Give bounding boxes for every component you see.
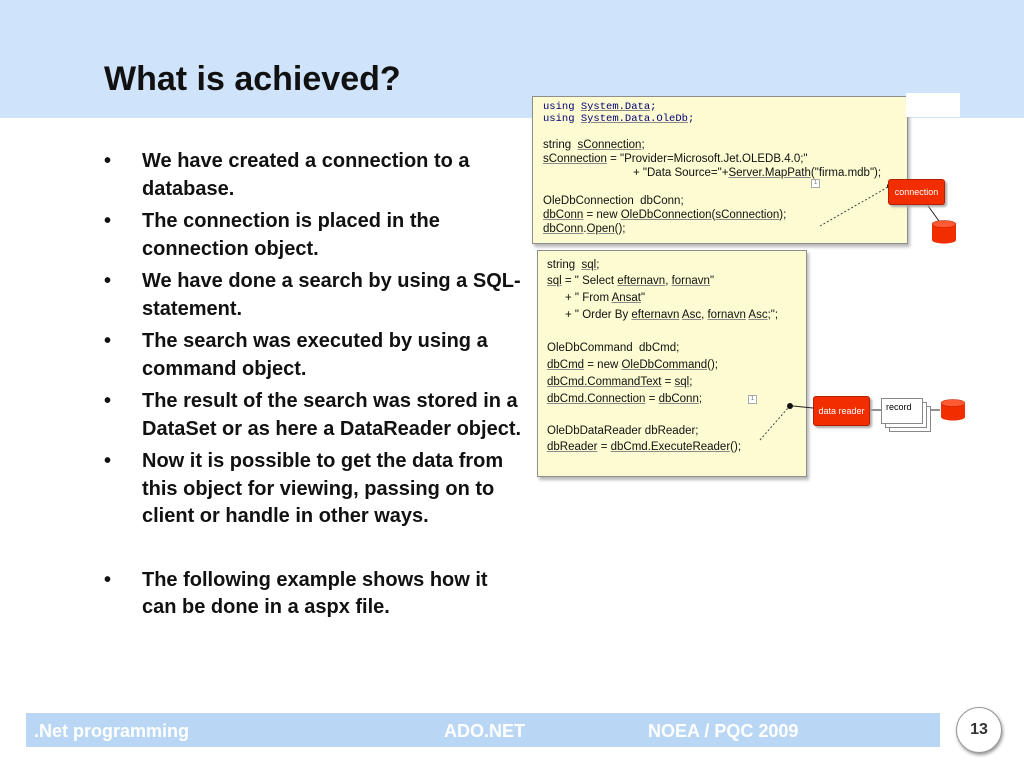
overlay-strip <box>906 93 960 117</box>
record-label: record <box>886 402 912 412</box>
code-line: dbCmd.Connection = dbConn; <box>547 393 703 405</box>
database-icon <box>941 400 965 421</box>
bullet-text: We have done a search by using a SQL-statement. <box>142 270 521 320</box>
bullet-item <box>104 268 524 323</box>
bullet-text: The following example shows how it can be done in a aspx file. <box>142 568 488 618</box>
bullet-text: Now it is possible to get the data from this object for viewing, passing on to client or handle in other ways. <box>142 450 504 527</box>
bullet-dot: • <box>104 450 112 472</box>
connection-db-link <box>926 203 944 228</box>
code-line: + "Data Source="+Server.MapPath("firma.mdb"); <box>633 167 882 179</box>
data-reader-box: data reader <box>813 396 870 426</box>
code-line: dbConn.Open(); <box>543 223 626 235</box>
bullet-item <box>104 567 524 622</box>
connection-code-panel <box>532 96 908 244</box>
bullet-text: The result of the search was stored in a DataSet or as here a DataReader object. <box>142 390 522 440</box>
bullet-item <box>104 148 524 203</box>
code-line: dbCmd = new OleDbCommand(); <box>547 359 718 371</box>
bullet-dot: • <box>104 330 112 352</box>
bullet-dot: • <box>104 568 112 591</box>
bullet-dot: • <box>104 150 112 172</box>
code-line: using System.Data; <box>543 101 657 113</box>
code-line: using System.Data.OleDb; <box>543 113 695 125</box>
bullet-text: We have created a connection to a database. <box>142 150 470 200</box>
footer-course: .Net programming <box>34 721 190 741</box>
footer-author: NOEA / PQC 2009 <box>648 721 799 741</box>
code-line: sql = " Select efternavn, fornavn" <box>547 275 715 287</box>
marker-box: 1 <box>748 395 757 404</box>
page-number: 13 <box>956 707 1002 753</box>
bullet-item <box>104 208 524 263</box>
command-code-panel <box>537 250 807 477</box>
code-line: + " From Ansat" <box>565 292 646 304</box>
bullet-item <box>104 388 524 443</box>
record-card <box>881 398 923 424</box>
bullet-dot: • <box>104 390 112 412</box>
database-icon <box>932 221 956 244</box>
code-line: dbReader = dbCmd.ExecuteReader(); <box>547 441 742 453</box>
bullet-list <box>104 148 524 627</box>
code-line: OleDbDataReader dbReader; <box>547 425 699 437</box>
code-line: OleDbConnection dbConn; <box>543 195 684 207</box>
bullet-item <box>104 328 524 383</box>
code-line: + " Order By efternavn Asc, fornavn Asc;"; <box>565 309 779 321</box>
bullet-text: The connection is placed in the connection object. <box>142 210 440 260</box>
code-line: string sConnection; <box>543 139 645 151</box>
connection-box: connection <box>888 179 945 205</box>
footer-topic: ADO.NET <box>444 721 525 741</box>
bullet-item <box>104 448 524 531</box>
slide-title: What is achieved? <box>104 60 401 98</box>
code-line: dbConn = new OleDbConnection(sConnection); <box>543 209 787 221</box>
code-line: OleDbCommand dbCmd; <box>547 342 680 354</box>
marker-box: 1 <box>811 179 820 188</box>
bullet-text: The search was executed by using a command object. <box>142 330 488 380</box>
code-line: string sql; <box>547 259 600 271</box>
bullet-dot: • <box>104 270 112 292</box>
code-line: sConnection = "Provider=Microsoft.Jet.OLEDB.4.0;" <box>543 153 808 165</box>
bullet-dot: • <box>104 210 112 232</box>
code-line: dbCmd.CommandText = sql; <box>547 376 693 388</box>
